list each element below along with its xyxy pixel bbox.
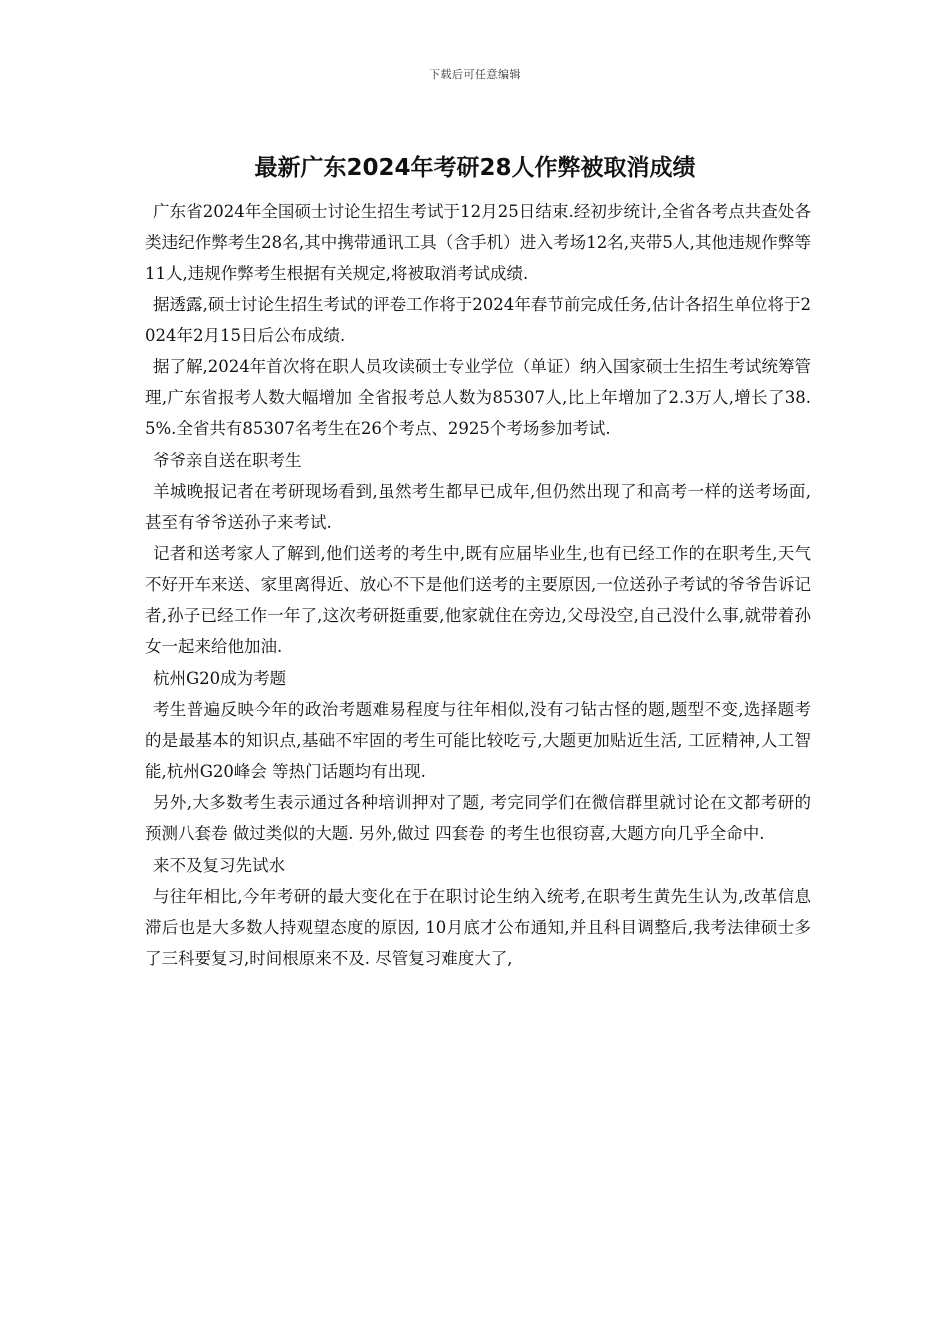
article-body bbox=[145, 196, 811, 974]
section-heading-grandpa: 爷爷亲自送在职考生 bbox=[153, 451, 302, 470]
paragraph-registration-stats: 据了解,2024年首次将在职人员攻读硕士专业学位（单证）纳入国家硕士生招生考试统筹管理,广东省报考人数大幅增加 全省报考总人数为85307人,比上年增加了2.3万人,增长了38.5%.全省共有85307名考生在26个考点、2925个考场参加考试. bbox=[145, 357, 811, 438]
section-heading-trial: 来不及复习先试水 bbox=[153, 856, 285, 875]
paragraph-exam-summary: 广东省2024年全国硕士讨论生招生考试于12月25日结束.经初步统计,全省各考点共查处各类违纪作弊考生28名,其中携带通讯工具（含手机）进入考场12名,夹带5人,其他违规作弊等11人,违规作弊考生根据有关规定,将被取消考试成绩. bbox=[145, 202, 811, 283]
paragraph-in-service-students: 与往年相比,今年考研的最大变化在于在职讨论生纳入统考,在职考生黄先生认为,改革信息滞后也是大多数人持观望态度的原因, 10月底才公布通知,并且科目调整后,我考法律硕士多了三科要复习,时间根原来不及. 尽管复习难度大了, bbox=[145, 887, 811, 968]
paragraph-grading-schedule: 据透露,硕士讨论生招生考试的评卷工作将于2024年春节前完成任务,估计各招生单位将于2024年2月15日后公布成绩. bbox=[145, 295, 811, 345]
paragraph-family-interview: 记者和送考家人了解到,他们送考的考生中,既有应届毕业生,也有已经工作的在职考生,天气不好开车来送、家里离得近、放心不下是他们送考的主要原因,一位送孙子考试的爷爷告诉记者,孙子已经工作一年了,这次考研挺重要,他家就住在旁边,父母没空,自己没什么事,就带着孙女一起来给他加油. bbox=[145, 544, 811, 656]
section-heading-g20: 杭州G20成为考题 bbox=[153, 669, 287, 688]
paragraph-reporter-observation: 羊城晚报记者在考研现场看到,虽然考生都早已成年,但仍然出现了和高考一样的送考场面,甚至有爷爷送孙子来考试. bbox=[145, 482, 811, 532]
paragraph-politics-exam: 考生普遍反映今年的政治考题难易程度与往年相似,没有刁钻古怪的题,题型不变,选择题考的是最基本的知识点,基础不牢固的考生可能比较吃亏,大题更加贴近生活, 工匠精神,人工智能,杭州G20峰会 等热门话题均有出现. bbox=[145, 700, 811, 781]
document-title: 最新广东2024年考研28人作弊被取消成绩 bbox=[254, 155, 696, 181]
paragraph-training-predictions: 另外,大多数考生表示通过各种培训押对了题, 考完同学们在微信群里就讨论在文都考研的 预测八套卷 做过类似的大题. 另外,做过 四套卷 的考生也很窃喜,大题方向几乎全命中. bbox=[145, 793, 811, 843]
header-note: 下载后可任意编辑 bbox=[429, 68, 521, 81]
